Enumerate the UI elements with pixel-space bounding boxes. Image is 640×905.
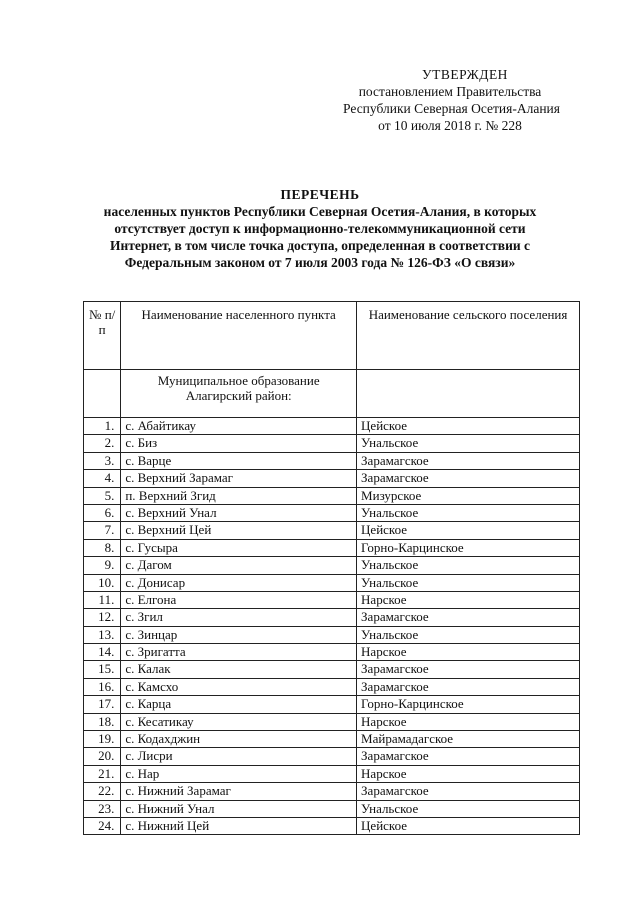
title-heading: ПЕРЕЧЕНЬ (280, 187, 360, 202)
row-settlement: Нарское (357, 591, 580, 608)
row-settlement: Цейское (357, 817, 580, 834)
table-row (84, 522, 580, 539)
table-row (84, 452, 580, 469)
row-number: 8. (84, 539, 121, 556)
settlements-table (83, 301, 580, 835)
table-row (84, 696, 580, 713)
row-settlement: Унальское (357, 626, 580, 643)
row-settlement: Унальское (357, 435, 580, 452)
section-row (84, 370, 580, 418)
row-place: с. Варце (121, 452, 357, 469)
row-number: 19. (84, 731, 121, 748)
table-row (84, 539, 580, 556)
row-number: 16. (84, 678, 121, 695)
row-settlement: Унальское (357, 557, 580, 574)
row-place: с. Згил (121, 609, 357, 626)
table-row (84, 731, 580, 748)
header-settlement: Наименование сельского поселения (357, 302, 580, 370)
row-number: 23. (84, 800, 121, 817)
row-number: 20. (84, 748, 121, 765)
row-settlement: Нарское (357, 713, 580, 730)
table-row (84, 557, 580, 574)
row-number: 14. (84, 644, 121, 661)
row-number: 4. (84, 470, 121, 487)
row-settlement: Майрамадагское (357, 731, 580, 748)
row-number: 17. (84, 696, 121, 713)
row-place: с. Нар (121, 765, 357, 782)
row-settlement: Горно-Карцинское (357, 696, 580, 713)
row-place: с. Биз (121, 435, 357, 452)
row-settlement: Зарамагское (357, 609, 580, 626)
row-settlement: Зарамагское (357, 470, 580, 487)
row-number: 5. (84, 487, 121, 504)
row-settlement: Унальское (357, 574, 580, 591)
document-title (60, 186, 580, 271)
approval-heading: УТВЕРЖДЕН (422, 67, 508, 82)
table-row (84, 487, 580, 504)
table-row (84, 817, 580, 834)
row-number: 18. (84, 713, 121, 730)
row-settlement: Нарское (357, 765, 580, 782)
table-row (84, 748, 580, 765)
row-settlement: Мизурское (357, 487, 580, 504)
row-place: п. Верхний Згид (121, 487, 357, 504)
table-header-row (84, 302, 580, 370)
approval-line-2: Республики Северная Осетия-Алания (343, 101, 560, 116)
row-number: 22. (84, 783, 121, 800)
table-row (84, 435, 580, 452)
row-number: 11. (84, 591, 121, 608)
row-settlement: Горно-Карцинское (357, 539, 580, 556)
row-number: 24. (84, 817, 121, 834)
row-number: 2. (84, 435, 121, 452)
table-row (84, 765, 580, 782)
row-place: с. Верхний Цей (121, 522, 357, 539)
row-settlement: Нарское (357, 644, 580, 661)
row-place: с. Карца (121, 696, 357, 713)
table-row (84, 418, 580, 435)
row-place: с. Елгона (121, 591, 357, 608)
table-row (84, 800, 580, 817)
row-place: с. Лисри (121, 748, 357, 765)
table-row (84, 678, 580, 695)
row-place: с. Зинцар (121, 626, 357, 643)
row-place: с. Гусыра (121, 539, 357, 556)
row-number: 6. (84, 504, 121, 521)
title-line-4: Федеральным законом от 7 июля 2003 года № 126-ФЗ «О связи» (124, 255, 516, 270)
header-place: Наименование населенного пункта (121, 302, 357, 370)
table-row (84, 591, 580, 608)
row-place: с. Нижний Цей (121, 817, 357, 834)
table-row (84, 661, 580, 678)
row-settlement: Зарамагское (357, 748, 580, 765)
row-place: с. Нижний Зарамаг (121, 783, 357, 800)
table-row (84, 574, 580, 591)
row-settlement: Зарамагское (357, 678, 580, 695)
row-place: с. Дагом (121, 557, 357, 574)
title-line-3: Интернет, в том числе точка доступа, определенная в соответствии с (109, 238, 531, 253)
table-row (84, 504, 580, 521)
row-number: 21. (84, 765, 121, 782)
row-settlement: Зарамагское (357, 661, 580, 678)
row-number: 12. (84, 609, 121, 626)
row-place: с. Нижний Унал (121, 800, 357, 817)
row-number: 10. (84, 574, 121, 591)
row-place: с. Абайтикау (121, 418, 357, 435)
row-place: с. Кесатикау (121, 713, 357, 730)
row-settlement: Цейское (357, 418, 580, 435)
table-row (84, 609, 580, 626)
row-settlement: Зарамагское (357, 452, 580, 469)
row-place: с. Верхний Зарамаг (121, 470, 357, 487)
row-place: с. Зригатта (121, 644, 357, 661)
table-row (84, 626, 580, 643)
row-place: с. Донисар (121, 574, 357, 591)
row-place: с. Кодахджин (121, 731, 357, 748)
row-number: 1. (84, 418, 121, 435)
approval-line-1: постановлением Правительства (358, 84, 542, 99)
row-number: 7. (84, 522, 121, 539)
row-settlement: Унальское (357, 800, 580, 817)
row-number: 9. (84, 557, 121, 574)
section-label: Муниципальное образование Алагирский район: (121, 370, 357, 418)
row-settlement: Цейское (357, 522, 580, 539)
row-place: с. Калак (121, 661, 357, 678)
title-line-2: отсутствует доступ к информационно-телекоммуникационной сети (114, 221, 526, 236)
table-row (84, 470, 580, 487)
table-row (84, 713, 580, 730)
row-settlement: Зарамагское (357, 783, 580, 800)
title-line-1: населенных пунктов Республики Северная Осетия-Алания, в которых (103, 204, 537, 219)
table-row (84, 644, 580, 661)
approval-line-3: от 10 июля 2018 г. № 228 (378, 118, 522, 133)
row-place: с. Камсхо (121, 678, 357, 695)
row-settlement: Унальское (357, 504, 580, 521)
row-number: 13. (84, 626, 121, 643)
row-number: 15. (84, 661, 121, 678)
row-place: с. Верхний Унал (121, 504, 357, 521)
header-number: № п/п (84, 302, 121, 370)
row-number: 3. (84, 452, 121, 469)
approval-block (300, 66, 560, 134)
table-row (84, 783, 580, 800)
